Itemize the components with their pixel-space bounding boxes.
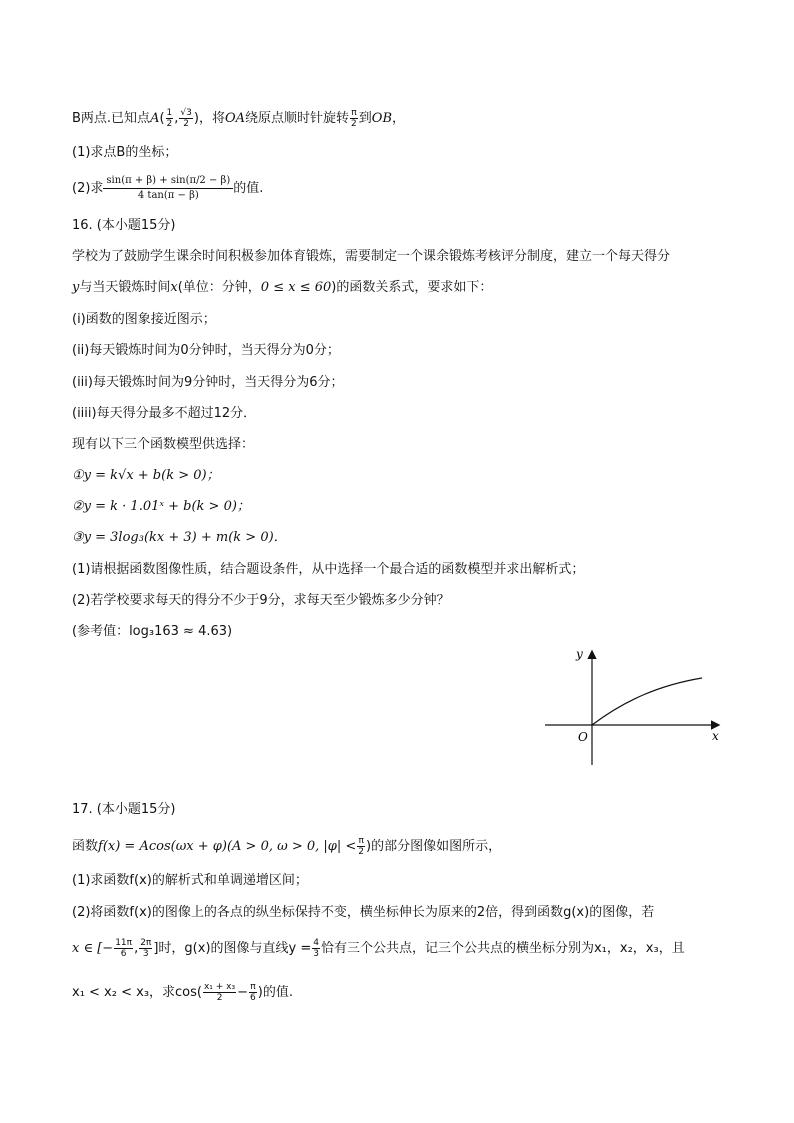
q15-expression: $\frac{\sin(\pi + \beta) + \sin(\pi/2 - \beta)}{4 \tan(\pi - \beta)}$ bbox=[103, 174, 233, 203]
q17-stem: 函数f(x) = Acos(ωx + φ)(A > 0, ω > 0, |φ| < $\frac{\pi}{2}$ )的部分图像如图所示， bbox=[72, 836, 502, 857]
graph-origin-label: O bbox=[578, 730, 588, 744]
q17-part2-line2: x ∈ [− $\frac{11\pi}{6}$ , $\frac{2\pi}{3}$ ]时，g(x)的图像与直线y = $\frac{4}{3}$ 恰有三个公共点，记三个公共点的横坐标分别为x₁，x₂，x₃，且 bbox=[72, 938, 685, 959]
frac-y-value: $\frac{4}{3}$ bbox=[313, 938, 319, 959]
q17-header: 17. (本小题15分) bbox=[72, 802, 176, 817]
point-a-label: A bbox=[150, 111, 160, 126]
frac-pi6: $\frac{\pi}{6}$ bbox=[250, 982, 256, 1003]
q16-models-intro: 现有以下三个函数模型供选择： bbox=[72, 437, 255, 452]
q16-intro2: y与当天锻炼时间x(单位：分钟，0 ≤ x ≤ 60)的函数关系式，要求如下： bbox=[72, 280, 493, 295]
q15-part1: (1)求点B的坐标； bbox=[72, 145, 178, 160]
q16-req-ii: (ii)每天锻炼时间为0分钟时，当天得分为0分； bbox=[72, 343, 340, 358]
frac-int-b: $\frac{2\pi}{3}$ bbox=[140, 938, 152, 959]
frac-phi-cond: $\frac{\pi}{2}$ bbox=[358, 836, 365, 857]
graph-y-label: y bbox=[576, 647, 583, 661]
frac-ay: $\frac{√3}{2}$ bbox=[180, 108, 192, 129]
frac-rot: $\frac{\pi}{2}$ bbox=[351, 108, 357, 129]
function-curve bbox=[592, 678, 702, 725]
q17-part1: (1)求函数f(x)的解析式和单调递增区间； bbox=[72, 873, 308, 888]
q15-part2: (2)求 $\frac{\sin(\pi + \beta) + \sin(\pi/2 - \beta)}{4 \tan(\pi - \beta)}$ 的值. bbox=[72, 175, 264, 201]
q16-model2: ②y = k · 1.01ˣ + b(k > 0)； bbox=[72, 499, 250, 514]
frac-ax: $\frac{1}{2}$ bbox=[166, 108, 173, 129]
q16-model3: ③y = 3log₃(kx + 3) + m(k > 0)． bbox=[72, 530, 287, 545]
q16-model1: ①y = k√x + b(k > 0)； bbox=[72, 468, 220, 483]
q16-req-iiii: (iiii)每天得分最多不超过12分． bbox=[72, 406, 257, 421]
frac-int-a: $\frac{11\pi}{6}$ bbox=[115, 938, 133, 959]
frac-cos-arg: $\frac{\text{x₁ + x₃}}{2}$ bbox=[203, 982, 236, 1003]
q16-req-i: (i)函数的图象接近图示； bbox=[72, 312, 216, 327]
q17-part2-line1: (2)将函数f(x)的图像上的各点的纵坐标保持不变，横坐标伸长为原来的2倍，得到函数g(x)的图像，若 bbox=[72, 905, 655, 920]
q16-header: 16. (本小题15分) bbox=[72, 218, 176, 233]
q16-req-iii: (iii)每天锻炼时间为9分钟时，当天得分为6分； bbox=[72, 375, 344, 390]
graph-x-label: x bbox=[712, 729, 719, 743]
q17-part2-line3: x₁ < x₂ < x₃，求cos( $\frac{\text{x₁ + x₃}}{2}$ − $\frac{\pi}{6}$ )的值. bbox=[72, 982, 293, 1003]
q15-line1: B两点.已知点A( $\frac{1}{2}$ , $\frac{√3}{2}$ )，将OA绕原点顺时针旋转 $\frac{\pi}{2}$ 到OB， bbox=[72, 108, 406, 129]
q15-text: B两点.已知点 bbox=[72, 111, 151, 126]
q16-graph bbox=[540, 640, 760, 770]
q16-intro1: 学校为了鼓励学生课余时间积极参加体育锻炼，需要制定一个课余锻炼考核评分制度，建立一个每天得分 bbox=[72, 249, 671, 264]
q16-part2: (2)若学校要求每天的得分不少于9分，求每天至少锻炼多少分钟？ bbox=[72, 593, 450, 608]
q16-part1: (1)请根据函数图像性质，结合题设条件，从中选择一个最合适的函数模型并求出解析式； bbox=[72, 562, 585, 577]
q16-reference: (参考值：log₃163 ≈ 4.63) bbox=[72, 624, 233, 639]
